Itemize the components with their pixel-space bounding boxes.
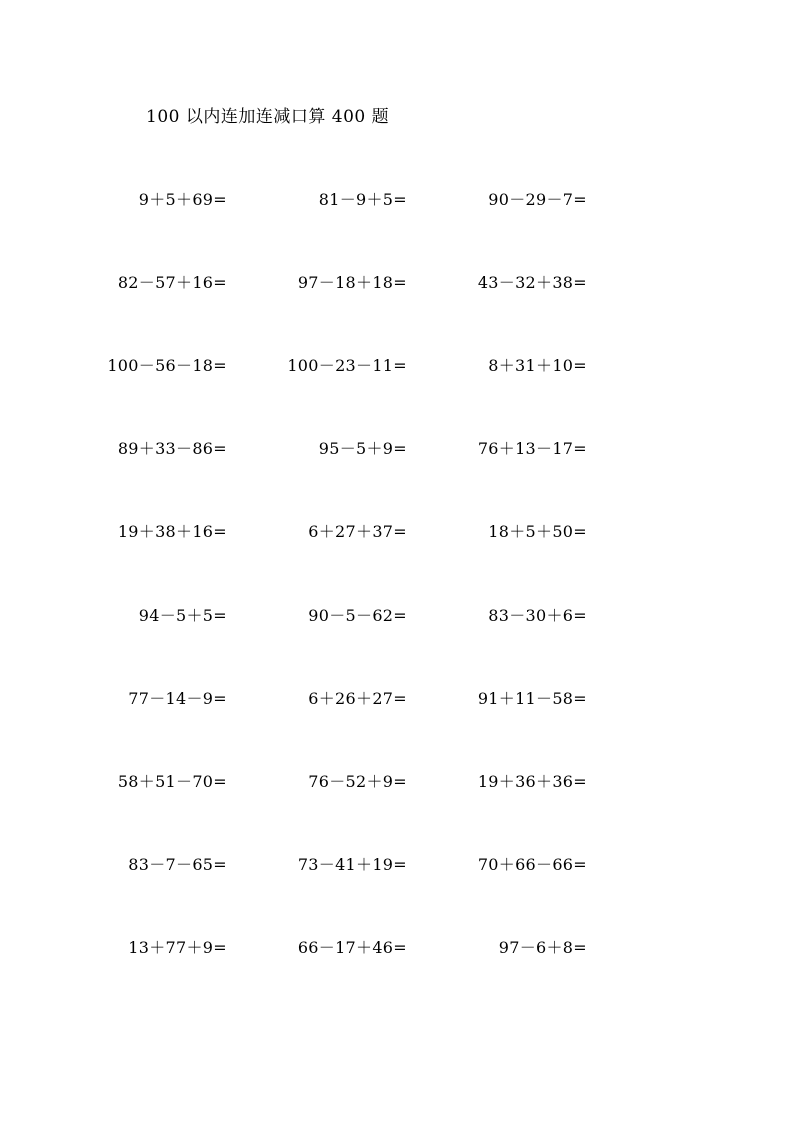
problem-item: 19＋36＋36= [477, 771, 587, 791]
problem-item: 6＋27＋37= [308, 522, 407, 542]
problem-item: 81－9＋5= [318, 190, 407, 209]
problem-item: 13＋77＋9= [128, 937, 227, 957]
problem-item: 73－41＋19= [297, 854, 407, 874]
problem-item: 76＋13－17= [477, 439, 587, 459]
problem-item: 97－6＋8= [498, 937, 587, 957]
problem-item: 82－57＋16= [117, 273, 227, 293]
page-title: 100 以内连加连减口算 400 题 [146, 107, 390, 127]
problem-item: 94－5＋5= [138, 605, 227, 625]
problem-item: 89＋33－86= [117, 439, 227, 459]
problem-item: 90－5－62= [308, 605, 407, 625]
problem-item: 90－29－7= [488, 190, 587, 209]
problem-item: 70＋66－66= [477, 854, 587, 874]
problem-item: 83－30＋6= [488, 605, 587, 625]
problem-item: 18＋5＋50= [488, 522, 587, 542]
problem-item: 100－23－11= [287, 356, 407, 376]
problem-item: 97－18＋18= [297, 273, 407, 293]
problem-item: 91＋11－58= [477, 688, 587, 708]
problem-item: 76－52＋9= [308, 771, 407, 791]
problem-item: 43－32＋38= [477, 273, 587, 293]
problem-item: 95－5＋9= [318, 439, 407, 459]
problem-item: 83－7－65= [128, 854, 227, 874]
problem-item: 9＋5＋69= [138, 190, 227, 209]
problem-item: 8＋31＋10= [488, 356, 587, 376]
problem-item: 66－17＋46= [297, 937, 407, 957]
problem-item: 6＋26＋27= [308, 688, 407, 708]
problem-item: 77－14－9= [128, 688, 227, 708]
problem-item: 100－56－18= [107, 356, 227, 376]
problem-item: 19＋38＋16= [117, 522, 227, 542]
problem-item: 58＋51－70= [117, 771, 227, 791]
